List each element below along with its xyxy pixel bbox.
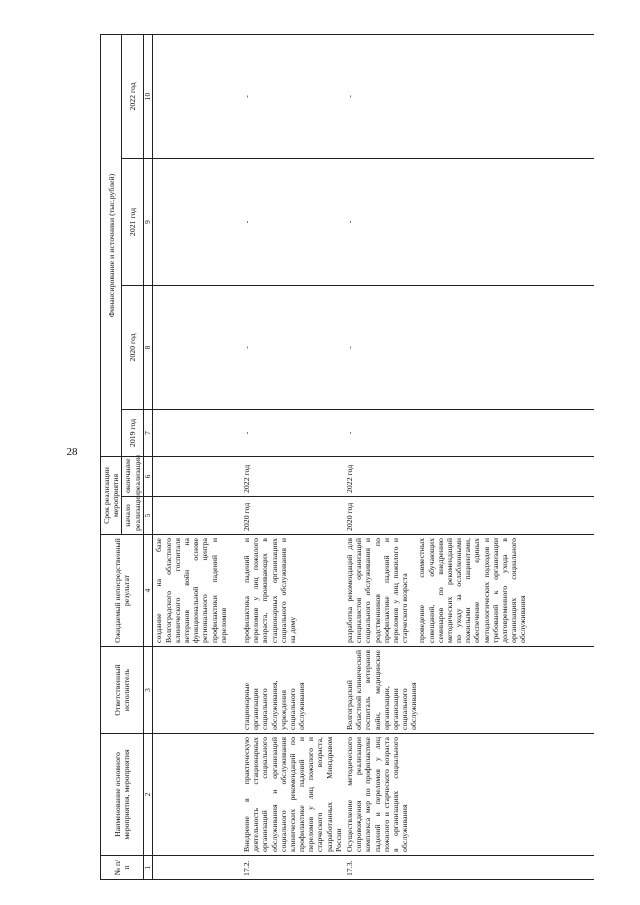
row-executor: Волгоградский областной клинический госпиталь ветеранов войн, медицинские организации, организации социального обслуживания — [344, 647, 594, 734]
row-executor: стационарные организации социального обслуживания, учреждения социального обслуживания — [241, 647, 344, 734]
row-fin-2020: - — [241, 285, 344, 409]
header-period: Срок реализации мероприятия — [101, 456, 122, 534]
table-row — [344, 34, 594, 879]
header-year-2019: 2019 год — [122, 409, 143, 456]
result-paragraph: профилактика падений и переломов у лиц пожилого возраста, проживающих в стационарных организациях социального обслуживания и на дому — [241, 538, 297, 643]
row-fin-2020: - — [344, 285, 594, 409]
program-table — [100, 34, 594, 880]
row-fin-2021: - — [344, 158, 594, 285]
header-period-start: начало реализации — [122, 497, 143, 535]
row-executor — [153, 647, 241, 734]
table-row — [153, 34, 241, 879]
row-end — [153, 456, 241, 496]
column-number: 8 — [143, 285, 153, 409]
row-end: 2022 год — [241, 456, 344, 496]
column-number-row — [143, 34, 153, 879]
column-number: 10 — [143, 34, 153, 158]
header-executor: Ответственный исполнитель — [101, 647, 144, 734]
row-start: 2020 год — [344, 497, 594, 535]
row-num: 17.3. — [344, 856, 594, 880]
row-result — [344, 535, 594, 647]
row-name: Осуществление методического сопровождения реализации комплекса мер по профилактике падений и переломов у лиц пожилого и старческого возраста в организациях социального обслуживания — [344, 734, 594, 856]
header-period-end: окончание реализации — [122, 456, 143, 496]
row-fin-2022 — [153, 34, 241, 158]
row-num — [153, 856, 241, 880]
row-end: 2022 год — [344, 456, 594, 496]
column-number: 4 — [143, 535, 153, 647]
header-num: № п/п — [101, 856, 144, 880]
row-num: 17.2. — [241, 856, 344, 880]
row-name — [153, 734, 241, 856]
header-year-2022: 2022 год — [122, 34, 143, 158]
row-fin-2020 — [153, 285, 241, 409]
result-paragraph: разработка рекомендаций для специалистов организаций социального обслуживания и родственников по профилактике падений и переломов у лиц пожилого и старческого возраста — [345, 538, 410, 643]
row-result — [241, 535, 344, 647]
page-number: 28 — [66, 446, 78, 458]
rotated-table-container — [100, 35, 635, 880]
header-finance: Финансирование и источники (тыс.рублей) — [101, 34, 122, 456]
row-fin-2021: - — [241, 158, 344, 285]
result-paragraph: проведение совместных совещаний, обучающих семинаров по внедрению методических рекомендаций по уходу за ослабленными пожилыми пациентами, обеспечение единых методологических подходов и требований к организации долговременного ухода в организациях социального обслуживания — [417, 538, 528, 643]
row-start — [153, 497, 241, 535]
column-number: 9 — [143, 158, 153, 285]
column-number: 1 — [143, 856, 153, 880]
row-name: Внедрение в практическую деятельность стационарных организаций социального обслуживания и организаций социального обслуживания клинических рекомендаций по профилактике падений и переломов у лиц пожилого и старческого возраста, разработанных Минздравом России — [241, 734, 344, 856]
header-row-1 — [101, 34, 122, 879]
row-fin-2021 — [153, 158, 241, 285]
header-year-2020: 2020 год — [122, 285, 143, 409]
table-row — [241, 34, 344, 879]
row-start: 2020 год — [241, 497, 344, 535]
row-fin-2019: - — [241, 409, 344, 456]
row-fin-2022: - — [344, 34, 594, 158]
column-number: 3 — [143, 647, 153, 734]
header-result: Ожидаемый непосредственный результат — [101, 535, 144, 647]
row-fin-2019: - — [344, 409, 594, 456]
result-paragraph: создание на базе Волгоградского областного клинического госпиталя ветеранов войн на функциональной основе регионального центра профилактики падений и переломов — [154, 538, 228, 643]
header-name: Наименование основного мероприятия, мероприятия — [101, 734, 144, 856]
column-number: 6 — [143, 456, 153, 496]
row-result — [153, 535, 241, 647]
column-number: 2 — [143, 734, 153, 856]
column-number: 5 — [143, 497, 153, 535]
row-fin-2019 — [153, 409, 241, 456]
row-fin-2022: - — [241, 34, 344, 158]
header-year-2021: 2021 год — [122, 158, 143, 285]
column-number: 7 — [143, 409, 153, 456]
